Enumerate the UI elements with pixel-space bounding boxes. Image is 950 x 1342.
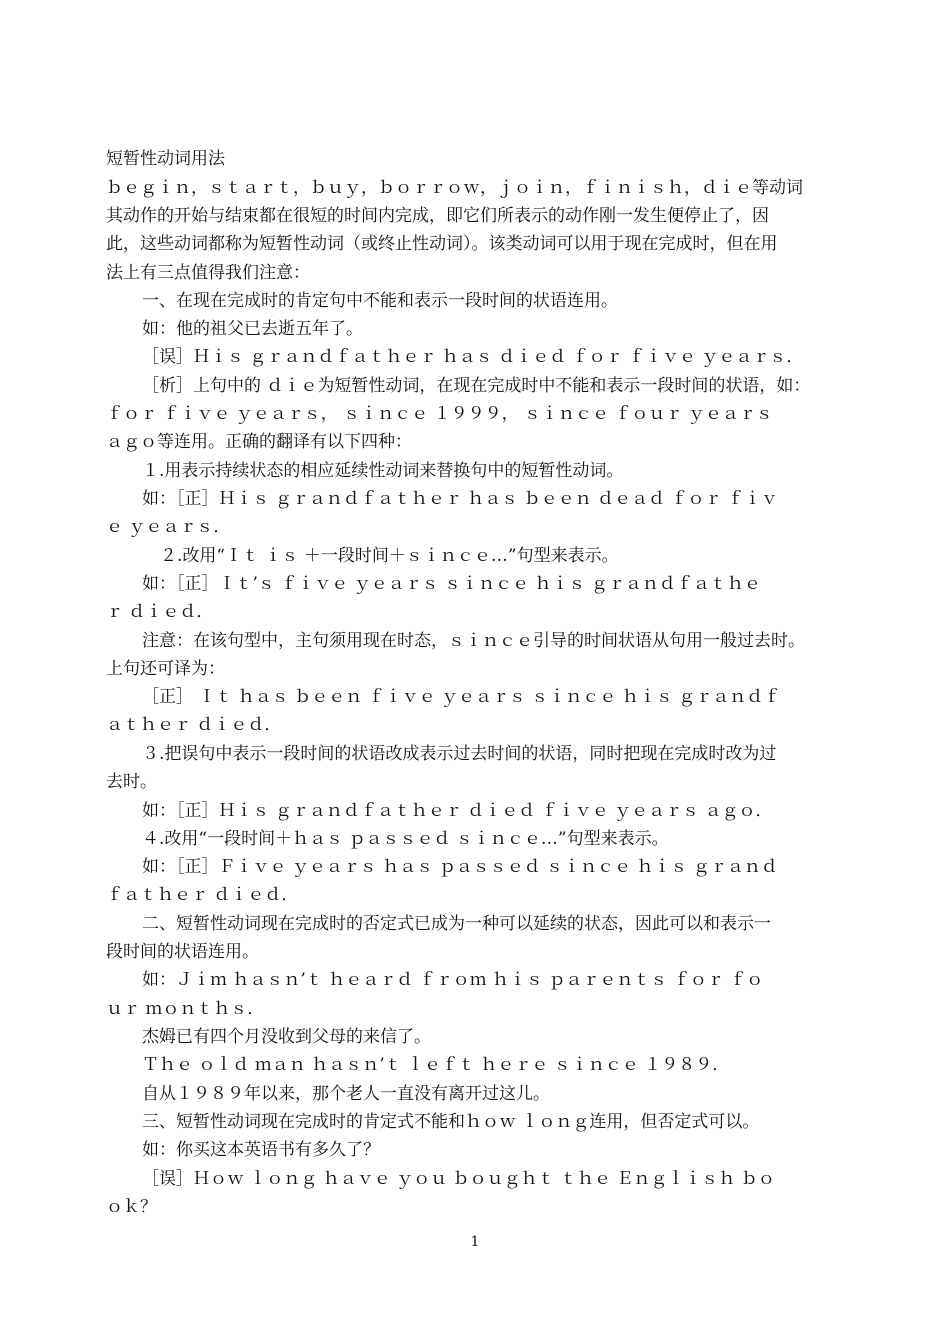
method-3-cont: 去时。 <box>106 772 157 792</box>
section-2-example-cont: ｕｒ ｍｏｎｔｈｓ． <box>106 999 265 1019</box>
method-1: １.用表示持续状态的相应延续性动词来替换句中的短暂性动词。 <box>142 461 624 481</box>
section-1-heading: 一、在现在完成时的肯定句中不能和表示一段时间的状语连用。 <box>142 291 618 311</box>
method-2-alt-cont: ａｔｈｅｒ ｄｉｅｄ． <box>106 715 282 735</box>
analysis-line-1: ［析］上句中的 ｄｉｅ为短暂性动词，在现在完成时中不能和表示一段时间的状语，如： <box>142 376 811 396</box>
intro-line-3: 此，这些动词都称为短暂性动词（或终止性动词）。该类动词可以用于现在完成时，但在用 <box>106 234 778 254</box>
method-1-example: 如：［正］Ｈｉｓ ｇｒａｎｄｆａｔｈｅｒ ｈａｓ ｂｅｅｎ ｄｅａｄ ｆｏｒ ｆｉｖ <box>142 489 778 509</box>
section-3-example: 如：你买这本英语书有多久了？ <box>142 1140 380 1160</box>
page-number: 1 <box>470 1234 480 1250</box>
method-4-example-cont: ｆａｔｈｅｒ ｄｉｅｄ． <box>106 885 299 905</box>
method-2-example: 如：［正］Ｉｔ’ｓ ｆｉｖｅ ｙｅａｒｓ ｓｉｎｃｅ ｈｉｓ ｇｒａｎｄｆａｔｈｅ <box>142 574 761 594</box>
note-line: 注意：在该句型中，主句须用现在时态，ｓｉｎｃｅ引导的时间状语从句用一般过去时。 <box>142 631 805 651</box>
section-3-wrong: ［误］Ｈｏｗ ｌｏｎｇ ｈａｖｅ ｙｏｕ ｂｏｕｇｈｔ ｔｈｅ Ｅｎｇｌｉｓｈ ｂｏ <box>142 1169 775 1189</box>
example-line: 如：他的祖父已去逝五年了。 <box>142 319 363 339</box>
section-2-example: 如：Ｊｉｍ ｈａｓｎ’ｔ ｈｅａｒｄ ｆｒｏｍ ｈｉｓ ｐａｒｅｎｔｓ ｆｏｒ ｆｏ <box>142 970 764 990</box>
section-2-heading: 二、短暂性动词现在完成时的否定式已成为一种可以延续的状态，因此可以和表示一 <box>142 914 771 934</box>
section-3-wrong-cont: ｏｋ？ <box>106 1197 157 1217</box>
section-2-translation: 杰姆已有四个月没收到父母的来信了。 <box>142 1027 431 1047</box>
method-1-example-cont: ｅ ｙｅａｒｓ． <box>106 517 231 537</box>
method-4-example: 如：［正］Ｆｉｖｅ ｙｅａｒｓ ｈａｓ ｐａｓｓｅｄ ｓｉｎｃｅ ｈｉｓ ｇｒａｎｄ <box>142 857 778 877</box>
intro-line-2: 其动作的开始与结束都在很短的时间内完成，即它们所表示的动作刚一发生便停止了，因 <box>106 206 769 226</box>
intro-line-1: ｂｅｇｉｎ，ｓｔａｒｔ，ｂｕｙ，ｂｏｒｒｏｗ，ｊｏｉｎ，ｆｉｎｉｓｈ，ｄｉｅ等动词 <box>106 178 803 198</box>
method-2-example-cont: ｒ ｄｉｅｄ． <box>106 602 214 622</box>
section-3-heading: 三、短暂性动词现在完成时的肯定式不能和ｈｏｗ ｌｏｎｇ连用，但否定式可以。 <box>142 1112 760 1132</box>
section-2-heading-cont: 段时间的状语连用。 <box>106 942 259 962</box>
method-3-example: 如：［正］Ｈｉｓ ｇｒａｎｄｆａｔｈｅｒ ｄｉｅｄ ｆｉｖｅ ｙｅａｒｓ ａｇｏ． <box>142 801 773 821</box>
note-line-2: 上句还可译为： <box>106 659 225 679</box>
intro-line-4: 法上有三点值得我们注意： <box>106 263 310 283</box>
method-4: ４.改用“一段时间＋ｈａｓ ｐａｓｓｅｄ ｓｉｎｃｅ…”句型来表示。 <box>142 829 669 849</box>
analysis-line-2: ｆｏｒ ｆｉｖｅ ｙｅａｒｓ， ｓｉｎｃｅ １９９９， ｓｉｎｃｅ ｆｏｕｒ ｙｅａｒｓ <box>106 404 773 424</box>
method-2-alt: ［正］ Ｉｔ ｈａｓ ｂｅｅｎ ｆｉｖｅ ｙｅａｒｓ ｓｉｎｃｅ ｈｉｓ ｇｒａｎｄｆ <box>142 687 781 707</box>
section-2-example-2: Ｔｈｅ ｏｌｄ ｍａｎ ｈａｓｎ’ｔ ｌｅｆｔ ｈｅｒｅ ｓｉｎｃｅ １９８９． <box>142 1055 730 1075</box>
method-3: ３.把误句中表示一段时间的状语改成表示过去时间的状语，同时把现在完成时改为过 <box>142 744 777 764</box>
method-2: ２.改用“Ｉｔ ｉｓ ＋一段时间＋ｓｉｎｃｅ…”句型来表示。 <box>160 546 619 566</box>
analysis-line-3: ａｇｏ等连用。正确的翻译有以下四种： <box>106 432 412 452</box>
doc-title: 短暂性动词用法 <box>106 149 225 169</box>
wrong-sentence: ［误］Ｈｉｓ ｇｒａｎｄｆａｔｈｅｒ ｈａｓ ｄｉｅｄ ｆｏｒ ｆｉｖｅ ｙｅａｒｓ． <box>142 347 804 367</box>
section-2-translation-2: 自从１９８９年以来，那个老人一直没有离开过这儿。 <box>142 1084 550 1104</box>
